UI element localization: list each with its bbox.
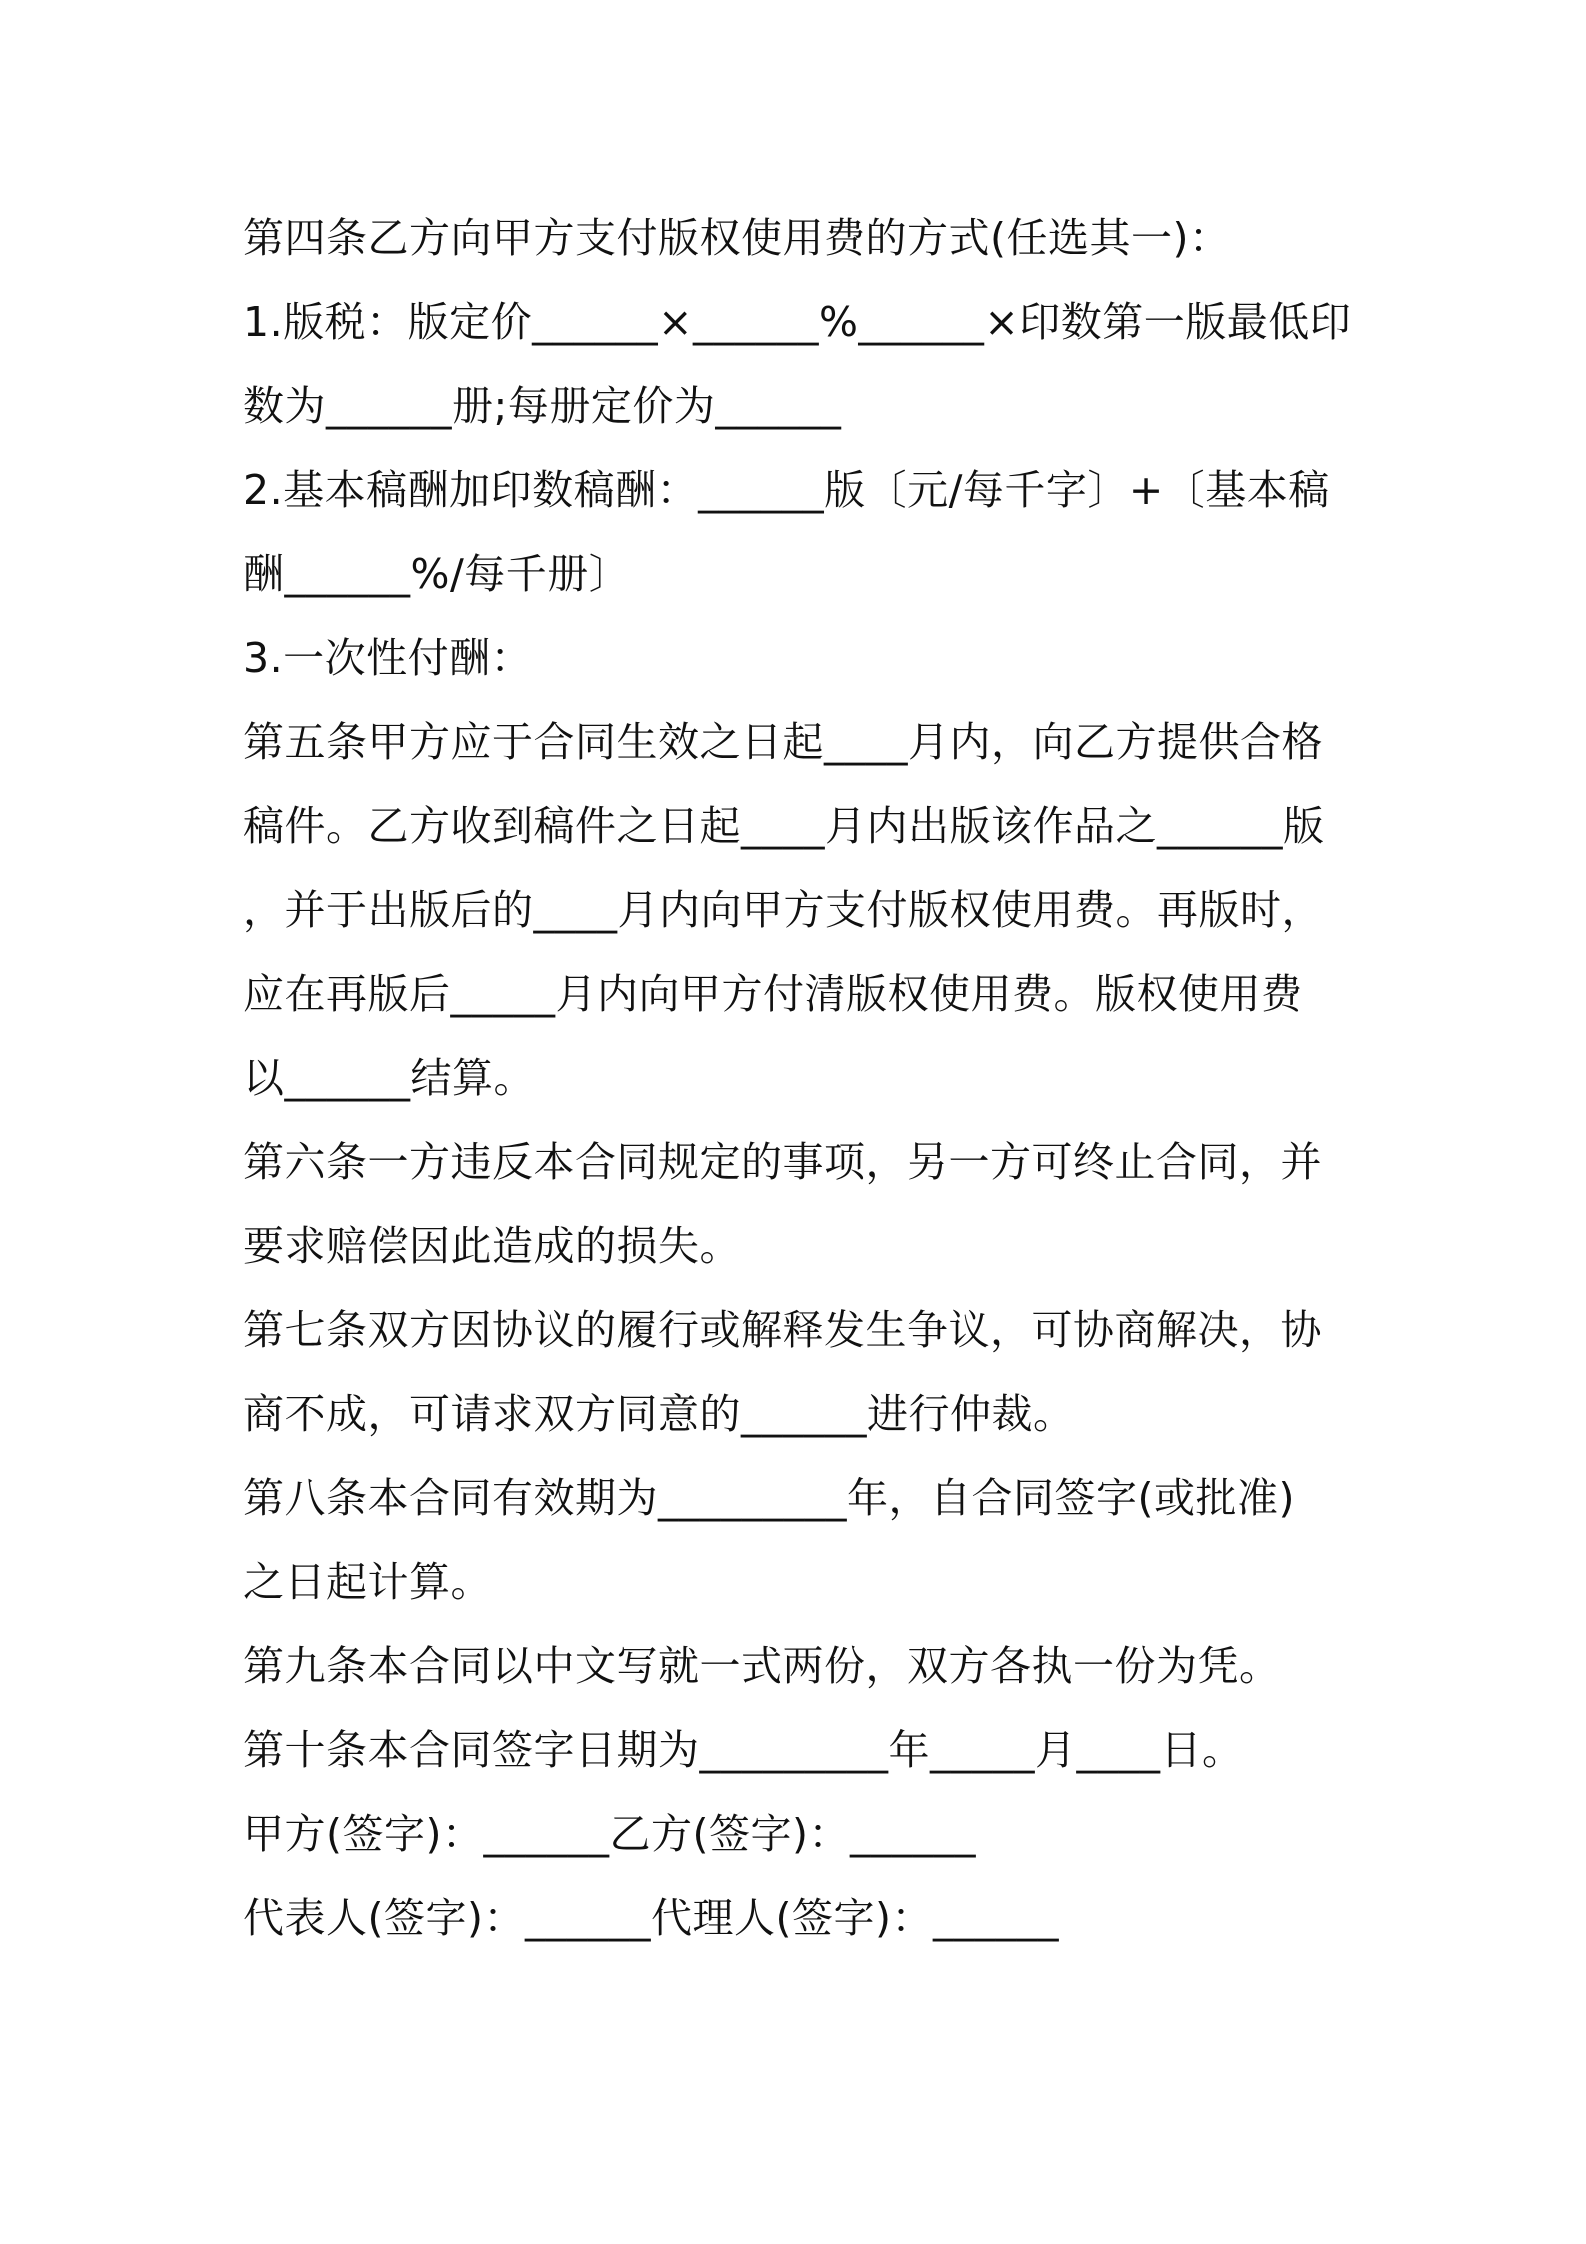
clause-8-line-2: 之日起计算。 — [243, 1558, 492, 1606]
contract-body — [243, 196, 1355, 1960]
clause-5-line-3: ，并于出版后的____月内向甲方支付版权使用费。再版时， — [243, 886, 1323, 934]
clause-4-option-1-line-1: 1.版税：版定价______×______%______×印数第一版最低印 — [243, 298, 1352, 346]
clause-4-option-2-line-1: 2.基本稿酬加印数稿酬：______版〔元/每千字〕+〔基本稿 — [243, 466, 1330, 514]
clause-9: 第九条本合同以中文写就一式两份，双方各执一份为凭。 — [243, 1642, 1281, 1690]
clause-6-line-2: 要求赔偿因此造成的损失。 — [243, 1222, 741, 1270]
clause-10: 第十条本合同签字日期为_________年_____月____日。 — [243, 1726, 1244, 1774]
clause-8-line-1: 第八条本合同有效期为_________年，自合同签字(或批准) — [243, 1474, 1295, 1522]
clause-5-line-4: 应在再版后_____月内向甲方付清版权使用费。版权使用费 — [243, 970, 1303, 1018]
representative-signature-line: 代表人(签字)：______代理人(签字)：______ — [243, 1894, 1059, 1942]
party-signature-line: 甲方(签字)：______乙方(签字)：______ — [243, 1810, 976, 1858]
clause-4-option-1-line-2: 数为______册;每册定价为______ — [243, 382, 842, 430]
clause-4-option-3: 3.一次性付酬： — [243, 634, 533, 682]
clause-6-line-1: 第六条一方违反本合同规定的事项，另一方可终止合同，并 — [243, 1138, 1322, 1186]
clause-4-option-2-line-2: 酬______%/每千册〕 — [243, 550, 631, 598]
clause-5-line-5: 以______结算。 — [243, 1054, 535, 1102]
clause-7-line-2: 商不成，可请求双方同意的______进行仲裁。 — [243, 1390, 1075, 1438]
clause-5-line-1: 第五条甲方应于合同生效之日起____月内，向乙方提供合格 — [243, 718, 1323, 766]
clause-5-line-2: 稿件。乙方收到稿件之日起____月内出版该作品之______版 — [243, 802, 1325, 850]
clause-4-heading: 第四条乙方向甲方支付版权使用费的方式(任选其一)： — [243, 214, 1231, 262]
clause-7-line-1: 第七条双方因协议的履行或解释发生争议，可协商解决，协 — [243, 1306, 1322, 1354]
